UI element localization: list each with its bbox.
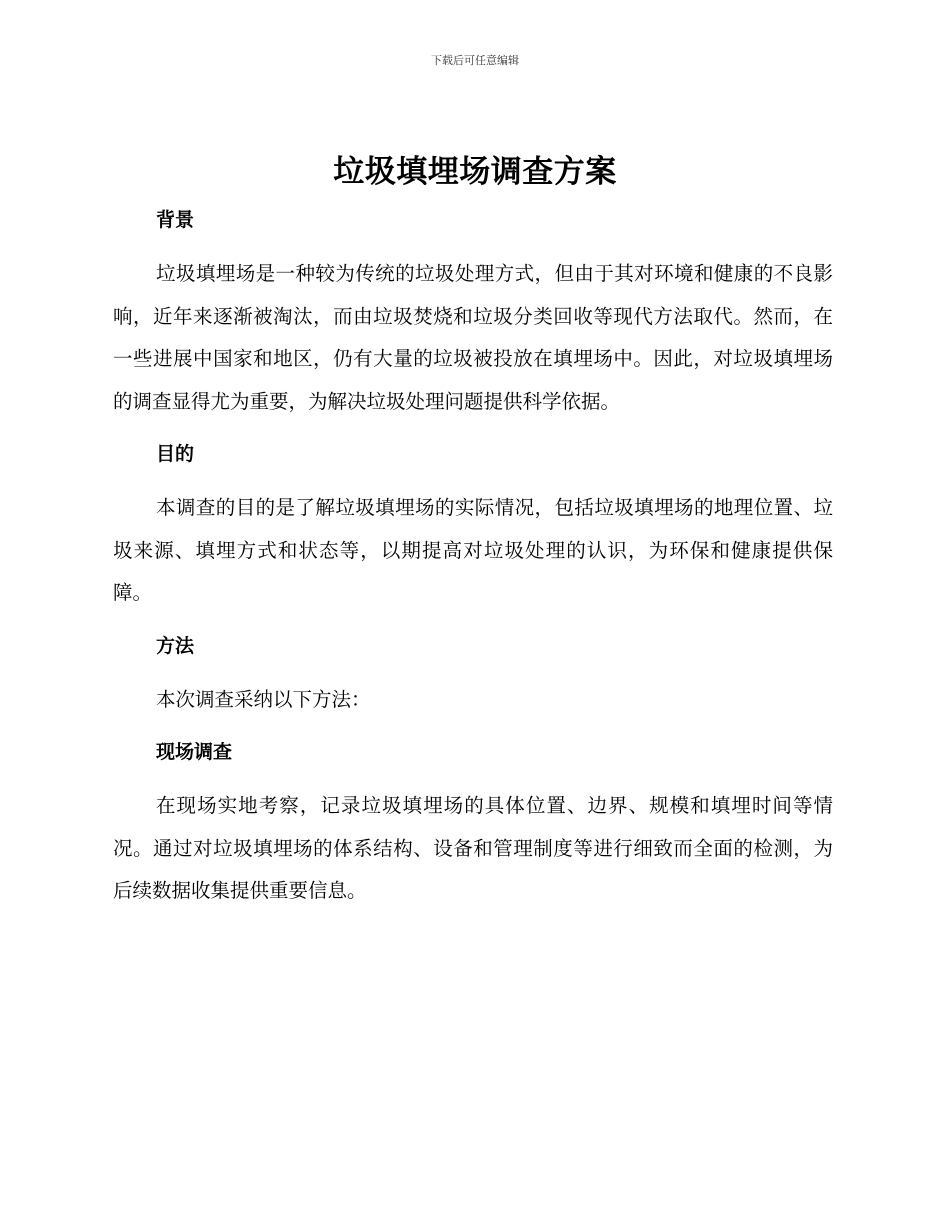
- section-background: [113, 199, 833, 423]
- header-note: 下载后可任意编辑: [431, 54, 519, 67]
- section-heading-method: 方法: [156, 634, 195, 657]
- paragraph-background: 垃圾填埋场是一种较为传统的垃圾处理方式，但由于其对环境和健康的不良影响，近年来逐渐被淘汰，而由垃圾焚烧和垃圾分类回收等现代方法取代。然而，在一些进展中国家和地区，仍有大量的垃圾被投放在填埋场中。因此，对垃圾填埋场的调查显得尤为重要，为解决垃圾处理问题提供科学依据。: [113, 262, 833, 413]
- section-heading-purpose: 目的: [156, 443, 195, 465]
- section-method: [113, 625, 833, 722]
- document-title: 垃圾填埋场调查方案: [333, 154, 617, 190]
- paragraph-method: 本次调查采纳以下方法：: [156, 687, 371, 711]
- section-field-survey: [113, 731, 833, 913]
- section-purpose: [113, 433, 833, 615]
- paragraph-purpose: 本调查的目的是了解垃圾填埋场的实际情况，包括垃圾填埋场的地理位置、垃圾来源、填埋方式和状态等，以期提高对垃圾处理的认识，为环保和健康提供保障。: [113, 496, 833, 604]
- paragraph-field-survey: 在现场实地考察，记录垃圾填埋场的具体位置、边界、规模和填埋时间等情况。通过对垃圾填埋场的体系结构、设备和管理制度等进行细致而全面的检测，为后续数据收集提供重要信息。: [113, 794, 833, 902]
- section-heading-field-survey: 现场调查: [156, 741, 233, 763]
- section-heading-background: 背景: [156, 209, 195, 231]
- document-body: [113, 199, 833, 913]
